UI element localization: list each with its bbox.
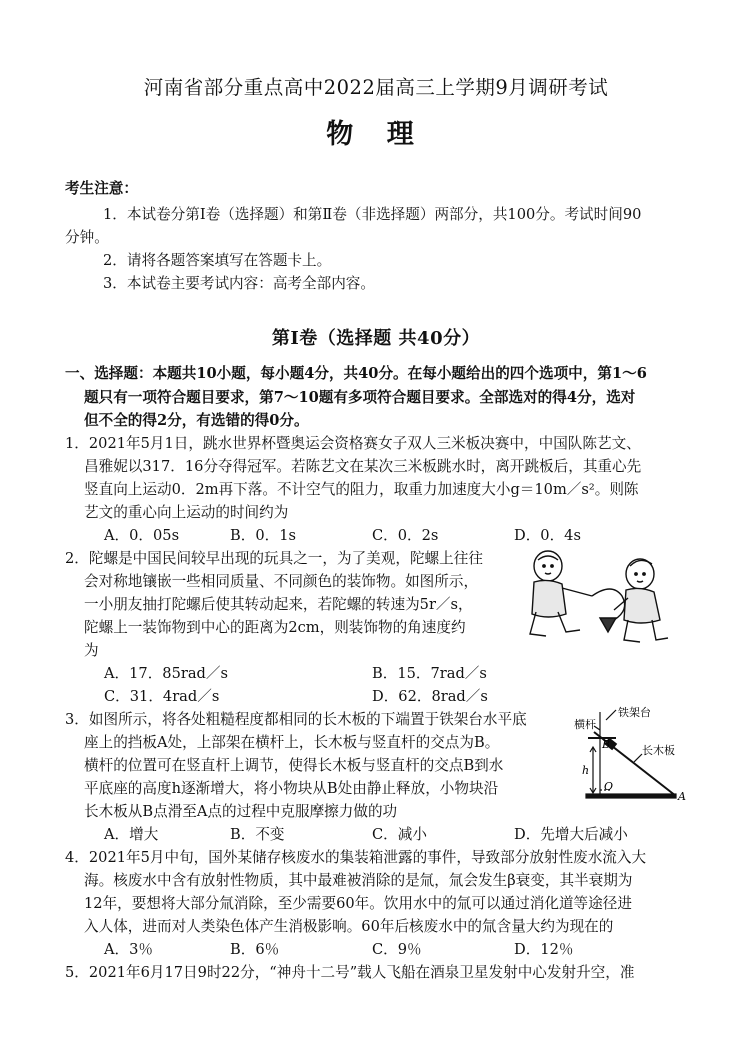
- q4-option-d: D．12％: [514, 941, 574, 958]
- q4-line-2: 海。核废水中含有放射性物质，其中最难被消除的是氚，氚会发生β衰变，其半衰期为: [84, 872, 633, 889]
- q3-option-c: C．减小: [372, 826, 427, 843]
- notice-item-2: 2．请将各题答案填写在答题卡上。: [103, 252, 332, 269]
- q4-line-3: 12年，要想将大部分氚消除，至少需要60年。饮用水中的氚可以通过消化道等途径进: [84, 895, 632, 912]
- section-1-line-3: 但不全的得2分，有选错的得0分。: [84, 412, 309, 429]
- q3-option-b: B．不变: [230, 826, 285, 843]
- q5-line-1: 5．2021年6月17日9时22分，“神舟十二号”载人飞船在酒泉卫星发射中心发射升空，准: [65, 964, 635, 981]
- notice-item-1: 1．本试卷分第Ⅰ卷（选择题）和第Ⅱ卷（非选择题）两部分，共100分。考试时间90: [103, 206, 642, 223]
- q2-line-4: 陀螺上一装饰物到中心的距离为2cm，则装饰物的角速度约: [84, 619, 466, 636]
- q1-line-2: 昌雅妮以317．16分夺得冠军。若陈艺文在某次三米板跳水时，离开跳板后，其重心先: [84, 458, 642, 475]
- label-long-board: 长木板: [642, 744, 675, 757]
- exam-title: 河南省部分重点高中2022届高三上学期9月调研考试: [143, 76, 609, 99]
- q1-option-c: C．0．2s: [372, 527, 439, 544]
- q2-option-b: B．15．7rad／s: [372, 665, 487, 682]
- q1-option-a: A．0．05s: [104, 527, 180, 544]
- label-height-h: h: [582, 764, 590, 777]
- q1-line-1: 1．2021年5月1日，跳水世界杯暨奥运会资格赛女子双人三米板决赛中，中国队陈艺文、: [65, 435, 641, 452]
- q3-line-3: 横杆的位置可在竖直杆上调节，使得长木板与竖直杆的交点B到水: [84, 757, 504, 774]
- iron-stand-diagram: [572, 704, 692, 804]
- q2-option-a: A．17．85rad／s: [104, 665, 228, 682]
- q2-line-1: 2．陀螺是中国民间较早出现的玩具之一，为了美观，陀螺上往往: [65, 550, 483, 567]
- q1-option-b: B．0．1s: [230, 527, 296, 544]
- q1-line-4: 艺文的重心向上运动的时间约为: [84, 504, 289, 521]
- q3-line-4: 平底座的高度h逐渐增大，将小物块从B处由静止释放，小物块沿: [84, 780, 499, 797]
- q3-line-5: 长木板从B点滑至A点的过程中克服摩擦力做的功: [84, 803, 398, 820]
- label-point-b: B: [602, 738, 611, 751]
- q2-line-5: 为: [84, 642, 99, 659]
- subject-title: 物 理: [326, 119, 426, 150]
- q4-option-a: A．3％: [104, 941, 154, 958]
- q4-option-c: C．9％: [372, 941, 422, 958]
- q2-line-2: 会对称地镶嵌一些相同质量、不同颜色的装饰物。如图所示，: [84, 573, 479, 590]
- q2-line-3: 一小朋友抽打陀螺后使其转动起来，若陀螺的转速为5r／s，: [84, 596, 473, 613]
- label-point-o: O: [604, 780, 614, 793]
- q3-line-1: 3．如图所示，将各处粗糙程度都相同的长木板的下端置于铁架台水平底: [65, 711, 527, 728]
- q4-line-4: 入人体，进而对人类染色体产生消极影响。60年后核废水中的氚含量大约为现在的: [84, 918, 614, 935]
- q2-option-c: C．31．4rad／s: [104, 688, 220, 705]
- q3-line-2: 座上的挡板A处，上部架在横杆上，长木板与竖直杆的交点为B。: [84, 734, 500, 751]
- notice-heading: 考生注意：: [65, 180, 138, 197]
- q1-line-3: 竖直向上运动0．2m再下落。不计空气的阻力，取重力加速度大小g＝10m／s²。则陈: [84, 481, 639, 498]
- q2-option-d: D．62．8rad／s: [372, 688, 488, 705]
- section-1-line-1: 一、选择题：本题共10小题，每小题4分，共40分。在每小题给出的四个选项中，第1～6: [65, 365, 647, 382]
- section-1-line-2: 题只有一项符合题目要求，第7～10题有多项符合题目要求。全部选对的得4分，选对: [84, 389, 636, 406]
- spinning-top-illustration: [512, 546, 672, 656]
- q4-option-b: B．6％: [230, 941, 280, 958]
- q3-option-d: D．先增大后减小: [514, 826, 628, 843]
- label-point-a: A: [678, 790, 686, 803]
- q1-option-d: D．0．4s: [514, 527, 581, 544]
- q4-line-1: 4．2021年5月中旬，国外某储存核废水的集装箱泄露的事件，导致部分放射性废水流入大: [65, 849, 647, 866]
- notice-item-3: 3．本试卷主要考试内容：高考全部内容。: [103, 275, 375, 292]
- q3-option-a: A．增大: [104, 826, 159, 843]
- notice-item-1-cont: 分钟。: [65, 229, 109, 246]
- label-cross-bar: 横杆: [574, 718, 596, 731]
- part-1-heading: 第Ⅰ卷（选择题 共40分）: [271, 328, 481, 349]
- label-iron-stand: 铁架台: [618, 706, 651, 719]
